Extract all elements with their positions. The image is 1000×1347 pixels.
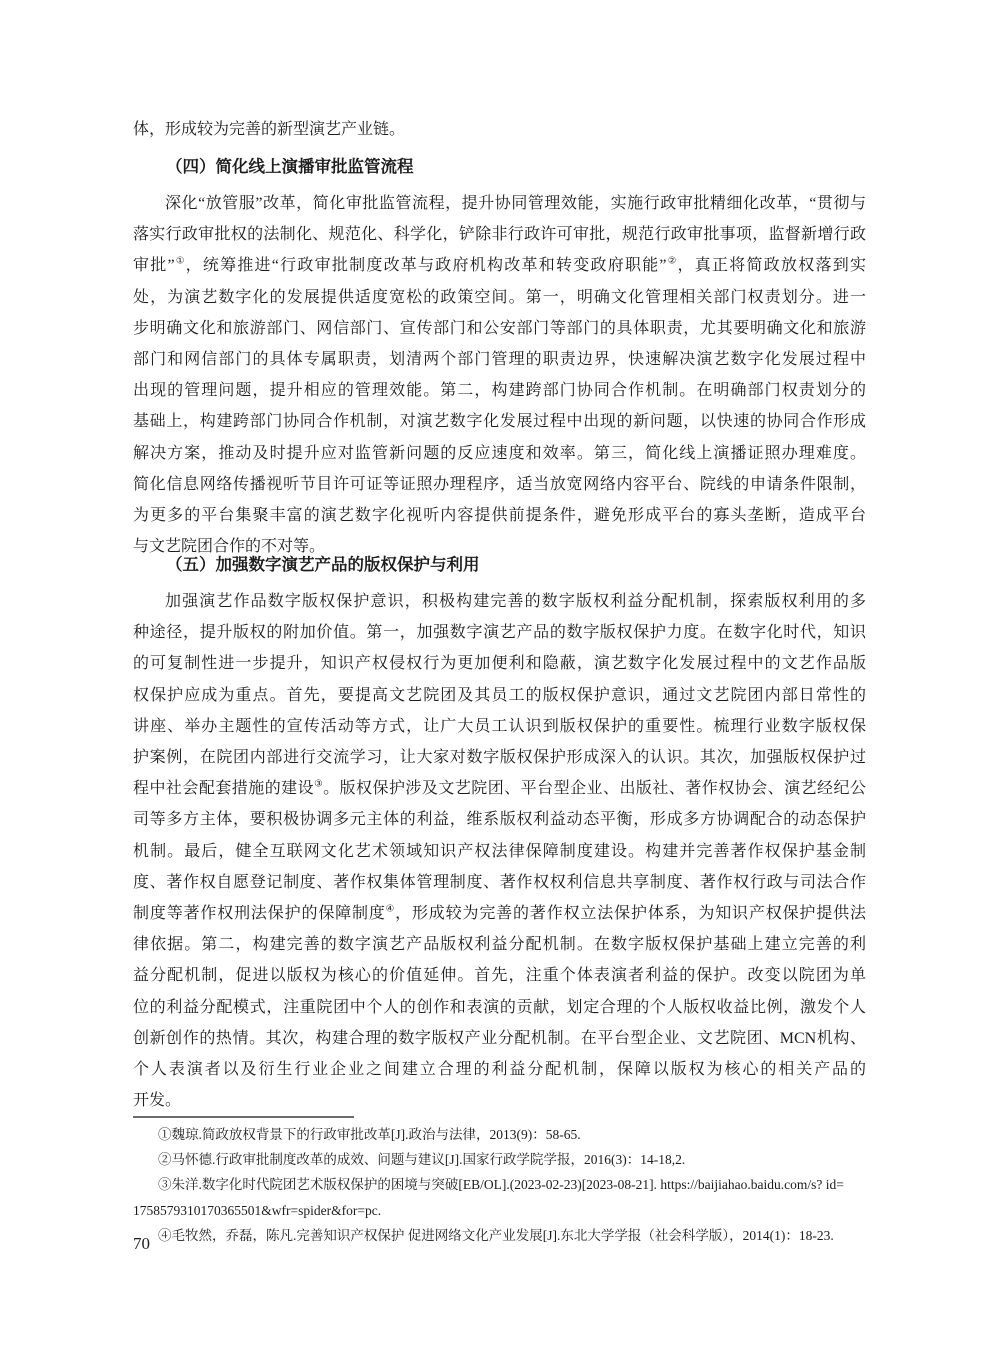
body-line: 个人表演者以及衍生行业企业之间建立合理的利益分配机制，保障以版权为核心的相关产品的 bbox=[133, 1061, 866, 1079]
body-line: 律依据。第二，构建完善的数字演艺产品版权利益分配机制。在数字版权保护基础上建立完善的利 bbox=[133, 936, 866, 954]
footnote-line: ③朱洋.数字化时代院团艺术版权保护的困境与突破[EB/OL].(2023-02-23)[2023-08-21]. https://baijiahao.baidu.com/s? id= bbox=[157, 1177, 844, 1193]
body-line: 程中社会配套措施的建设③。版权保护涉及文艺院团、平台型企业、出版社、著作权协会、演艺经纪公 bbox=[133, 779, 866, 798]
body-line: 创新创作的热情。其次，构建合理的数字版权产业分配机制。在平台型企业、文艺院团、MCN机构、 bbox=[133, 1029, 866, 1047]
body-line: 度、著作权自愿登记制度、著作权集体管理制度、著作权权利信息共享制度、著作权行政与司法合作 bbox=[133, 873, 866, 891]
body-line: 基础上，构建跨部门协同合作机制，对演艺数字化发展过程中出现的新问题，以快速的协同合作形成 bbox=[133, 413, 866, 431]
body-line: 解决方案，推动及时提升应对监管新问题的反应速度和效率。第三，简化线上演播证照办理难度。 bbox=[133, 444, 866, 462]
body-line: 出现的管理问题，提升相应的管理效能。第二，构建跨部门协同合作机制。在明确部门权责划分的 bbox=[133, 382, 866, 400]
footnote-line: ②马怀德.行政审批制度改革的成效、问题与建议[J].国家行政学院学报，2016(3)：14-18,2. bbox=[157, 1152, 686, 1168]
paragraph bbox=[133, 586, 866, 1116]
previous-paragraph-tail: 体，形成较为完善的新型演艺产业链。 bbox=[133, 121, 406, 138]
body-line: 深化“放管服”改革，简化审批监管流程，提升协同管理效能，实施行政审批精细化改革，“贯彻与 bbox=[165, 195, 866, 212]
body-line: 机制。最后，健全互联网文化艺术领域知识产权法律保障制度建设。构建并完善著作权保护基金制 bbox=[133, 842, 866, 860]
body-line: 与文艺院团合作的不对等。 bbox=[133, 538, 326, 556]
body-line: 部门和网信部门的具体专属职责，划清两个部门管理的职责边界，快速解决演艺数字化发展过程中 bbox=[133, 351, 866, 369]
footnote-separator bbox=[133, 1116, 354, 1118]
body-line: 步明确文化和旅游部门、网信部门、宣传部门和公安部门等部门的具体职责，尤其要明确文化和旅游 bbox=[133, 319, 866, 337]
body-line: 种途径，提升版权的附加价值。第一，加强数字演艺产品的数字版权保护力度。在数字化时代，知识 bbox=[133, 624, 866, 642]
body-line: 护案例，在院团内部进行交流学习，让大家对数字版权保护形成深入的认识。其次，加强版权保护过 bbox=[133, 749, 866, 767]
body-line: 讲座、举办主题性的宣传活动等方式，让广大员工认识到版权保护的重要性。梳理行业数字版权保 bbox=[133, 717, 866, 735]
paragraph bbox=[133, 188, 866, 562]
footnote-line: ④毛牧然，乔磊，陈凡.完善知识产权保护 促进网络文化产业发展[J].东北大学学报（社会科学版），2014(1)：18-23. bbox=[157, 1227, 834, 1243]
body-line: 权保护应成为重点。首先，要提高文艺院团及其员工的版权保护意识，通过文艺院团内部日常性的 bbox=[133, 686, 866, 704]
section-heading: （四）简化线上演播审批监管流程 bbox=[166, 158, 414, 176]
footnote-marker: ② bbox=[666, 257, 678, 268]
footnote-marker: ③ bbox=[314, 779, 324, 790]
footnote-marker: ④ bbox=[385, 904, 396, 915]
body-line: 制度等著作权刑法保护的保障制度④，形成较为完善的著作权立法保护体系，为知识产权保护提供法 bbox=[133, 904, 866, 923]
body-line: 益分配机制，促进以版权为核心的价值延伸。首先，注重个体表演者利益的保护。改变以院团为单 bbox=[133, 967, 866, 985]
body-line: 简化信息网络传播视听节目许可证等证照办理程序，适当放宽网络内容平台、院线的申请条件限制， bbox=[133, 475, 866, 493]
footnote-line: 1758579310170365501&wfr=spider&for=pc. bbox=[133, 1202, 382, 1218]
body-line: 为更多的平台集聚丰富的演艺数字化视听内容提供前提条件，避免形成平台的寡头垄断，造成平台 bbox=[133, 507, 866, 525]
body-line: 的可复制性进一步提升，知识产权侵权行为更加便利和隐蔽，演艺数字化发展过程中的文艺作品版 bbox=[133, 655, 866, 673]
footnote-line: ①魏琼.简政放权背景下的行政审批改革[J].政治与法律，2013(9)：58-65. bbox=[157, 1127, 581, 1142]
footnote-marker: ① bbox=[174, 257, 186, 268]
body-line: 开发。 bbox=[133, 1092, 182, 1110]
body-line: 司等多方主体，要积极协调多元主体的利益，维系版权利益动态平衡，形成多方协调配合的动态保护 bbox=[133, 811, 866, 829]
page-number: 70 bbox=[133, 1234, 150, 1253]
body-line: 审批”①，统筹推进“行政审批制度改革与政府机构改革和转变政府职能”②，真正将简政放权落到实 bbox=[133, 257, 866, 275]
body-line: 落实行政审批权的法制化、规范化、科学化，铲除非行政许可审批，规范行政审批事项，监督新增行政 bbox=[133, 226, 866, 244]
body-line: 位的利益分配模式，注重院团中个人的创作和表演的贡献，划定合理的个人版权收益比例，激发个人 bbox=[133, 998, 866, 1016]
section-heading: （五）加强数字演艺产品的版权保护与利用 bbox=[166, 556, 480, 574]
body-line: 加强演艺作品数字版权保护意识，积极构建完善的数字版权利益分配机制，探索版权利用的多 bbox=[165, 593, 866, 610]
body-line: 处，为演艺数字化的发展提供适度宽松的政策空间。第一，明确文化管理相关部门权责划分。进一 bbox=[133, 288, 866, 306]
